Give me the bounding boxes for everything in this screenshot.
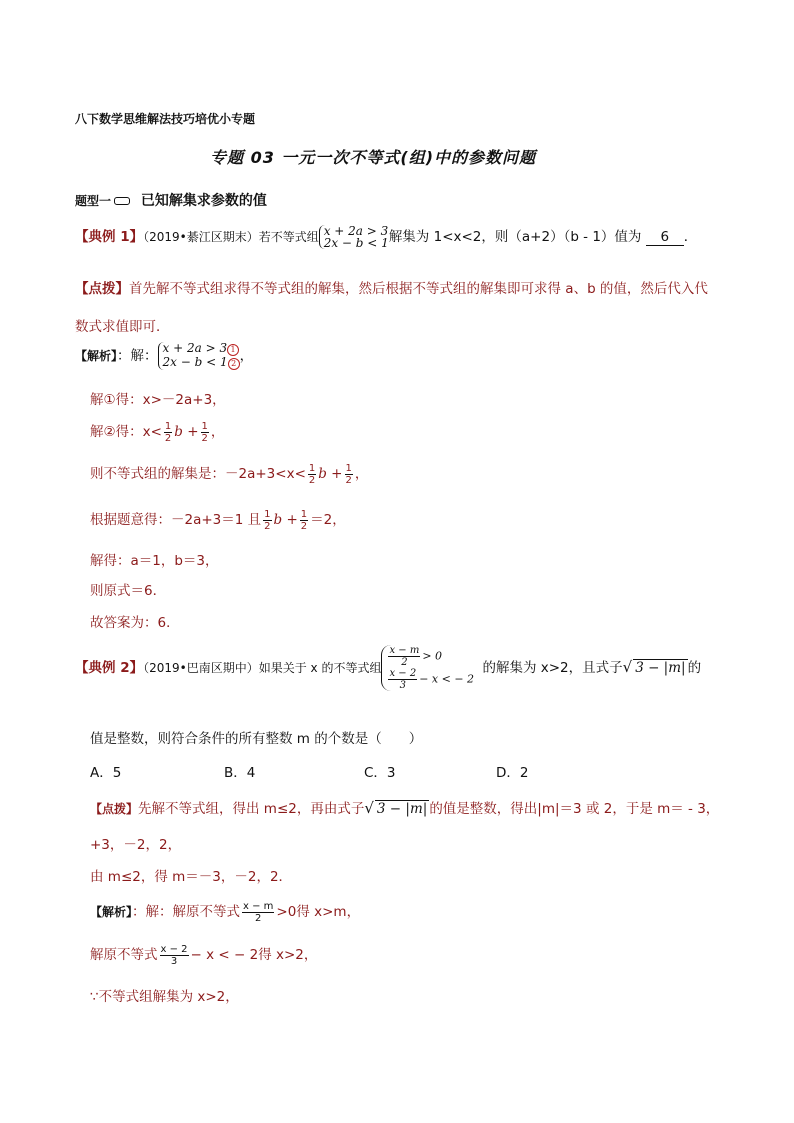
example-1-tag: 【典例 1】 <box>75 229 144 245</box>
denominator: 3 <box>170 955 178 967</box>
option-a[interactable]: A．5 <box>90 765 122 781</box>
b-plus: b + <box>273 512 298 528</box>
topic-title: 专题 03 一元一次不等式(组)中的参数问题 <box>210 148 537 167</box>
numerator: 1 <box>308 462 316 474</box>
fraction-half <box>263 509 271 532</box>
condition-end: 的 <box>687 660 702 676</box>
comma: ， <box>239 348 254 364</box>
example-2-source: （2019•巴南区期中）如果关于 x 的不等式组 <box>143 661 382 675</box>
comma: ， <box>354 466 369 482</box>
example-1-system <box>319 225 389 249</box>
question-type-icon <box>114 197 130 205</box>
circled-1: 1 <box>227 344 239 356</box>
example-2-solution-1 <box>90 900 360 924</box>
option-d[interactable]: D．2 <box>496 765 529 781</box>
fraction-half <box>345 463 353 486</box>
denominator: 2 <box>264 520 271 532</box>
inequality-1-rest: > 0 <box>422 649 443 663</box>
denominator: 2 <box>164 432 172 444</box>
comma: ， <box>210 424 225 440</box>
example-2-solution-2 <box>90 943 317 967</box>
step-7: 故答案为：6． <box>90 615 180 631</box>
example-1-answer: 6 <box>646 229 684 246</box>
section-label: 题型一 <box>75 194 112 208</box>
example-2-question-line-2: 值是整数，则符合条件的所有整数 m 的个数是（ ） <box>90 731 423 747</box>
hint-line-2: 数式求值即可． <box>75 319 170 335</box>
numerator: x − m <box>389 645 420 656</box>
step-3 <box>90 462 368 486</box>
step-3-text: 则不等式组的解集是：－2a+3<x< <box>90 466 306 482</box>
hint-text-a: 先解不等式组，得出 m≤2，再由式子 <box>138 801 365 817</box>
solution-system-line-1: x + 2a > 3 <box>162 341 228 355</box>
example-2-condition: 的解集为 x>2，且式子 <box>482 660 623 676</box>
solution-2-text-a: 解原不等式 <box>90 947 158 963</box>
fraction-1 <box>388 645 420 668</box>
solution-system-line-2: 2x − b < 1 <box>162 355 228 369</box>
step-6: 则原式＝6． <box>90 583 167 599</box>
example-2-tag: 【典例 2】 <box>75 660 144 676</box>
numerator: 1 <box>201 420 208 432</box>
b-plus: b + <box>174 424 199 440</box>
example-1-hint <box>75 277 708 297</box>
section-heading <box>75 190 267 210</box>
b-plus: b + <box>318 466 343 482</box>
solution-system <box>158 342 240 370</box>
denominator: 2 <box>201 432 208 444</box>
fraction-half <box>300 509 308 532</box>
step-4 <box>90 508 346 532</box>
solution-text-b: >0得 x>m， <box>276 904 361 920</box>
numerator: 1 <box>345 462 352 474</box>
circled-2: 2 <box>228 358 240 370</box>
example-2-hint <box>90 797 719 817</box>
step-2 <box>90 420 224 444</box>
denominator: 2 <box>345 474 352 486</box>
hint-text-b: 的值是整数，得出|m|＝3 或 2，于是 m＝ - 3， <box>429 801 720 817</box>
example-2-system <box>381 645 482 691</box>
example-1-solution-intro <box>75 342 253 370</box>
example-2-solution-3: ∵不等式组解集为 x>2， <box>90 989 239 1005</box>
option-c[interactable]: C．3 <box>364 765 396 781</box>
numerator: 1 <box>164 420 172 432</box>
series-title: 八下数学思维解法技巧培优小专题 <box>75 112 256 126</box>
solution-intro: ：解： <box>117 348 158 364</box>
example-1-condition: 解集为 1<x<2，则（a+2）（b - 1）值为 <box>388 229 642 245</box>
example-2-question <box>75 645 701 691</box>
fraction-half <box>164 421 172 444</box>
hint-line-3: 由 m≤2，得 m＝－3，－2，2． <box>90 869 293 885</box>
numerator: x − 2 <box>160 943 188 955</box>
sqrt-icon: √ <box>622 658 633 676</box>
denominator: 2 <box>401 657 408 668</box>
system-line-2: 2x − b < 1 <box>323 236 389 250</box>
step-1: 解①得：x>－2a+3， <box>90 392 226 408</box>
fraction-half <box>308 463 316 486</box>
system-line-1: x + 2a > 3 <box>323 224 389 238</box>
example-1-question <box>75 225 697 249</box>
solution-text-a: ：解：解原不等式 <box>132 904 241 920</box>
denominator: 2 <box>300 520 308 532</box>
denominator: 2 <box>255 912 262 924</box>
step-4-end: ＝2， <box>310 512 346 528</box>
denominator: 3 <box>399 680 407 691</box>
hint-line-1: 首先解不等式组求得不等式组的解集，然后根据不等式组的解集即可求得 a、b 的值，然后代入代 <box>129 281 708 297</box>
hint-tag: 【点拨】 <box>75 281 129 297</box>
solution-tag: 【解析】 <box>90 905 133 919</box>
denominator: 2 <box>308 474 316 486</box>
step-2-text: 解②得：x< <box>90 424 162 440</box>
section-title: 已知解集求参数的值 <box>140 193 267 209</box>
numerator: x − m <box>243 900 274 912</box>
fraction-half <box>201 421 209 444</box>
sqrt-expression: 3 − |m| <box>376 801 428 817</box>
inequality-2-rest: − x < − 2 <box>419 672 475 686</box>
period: ． <box>683 229 698 245</box>
hint-tag: 【点拨】 <box>90 802 139 816</box>
option-b[interactable]: B．4 <box>224 765 256 781</box>
solution-2-text-b: − x < − 2得 x>2， <box>190 947 318 963</box>
numerator: 1 <box>264 508 271 520</box>
step-4-text: 根据题意得：－2a+3＝1 且 <box>90 512 262 528</box>
fraction-2 <box>160 944 189 967</box>
sqrt-expression: 3 − |m| <box>635 660 686 676</box>
example-1-source: （2019•綦江区期末）若不等式组 <box>143 230 319 244</box>
hint-line-2: +3，－2，2， <box>90 837 182 853</box>
fraction-2 <box>388 668 417 691</box>
numerator: 1 <box>300 508 308 520</box>
fraction-1 <box>242 901 274 924</box>
step-5: 解得：a＝1，b＝3， <box>90 553 219 569</box>
sqrt-icon: √ <box>364 799 374 817</box>
numerator: x − 2 <box>389 668 417 679</box>
solution-tag: 【解析】 <box>75 349 118 363</box>
